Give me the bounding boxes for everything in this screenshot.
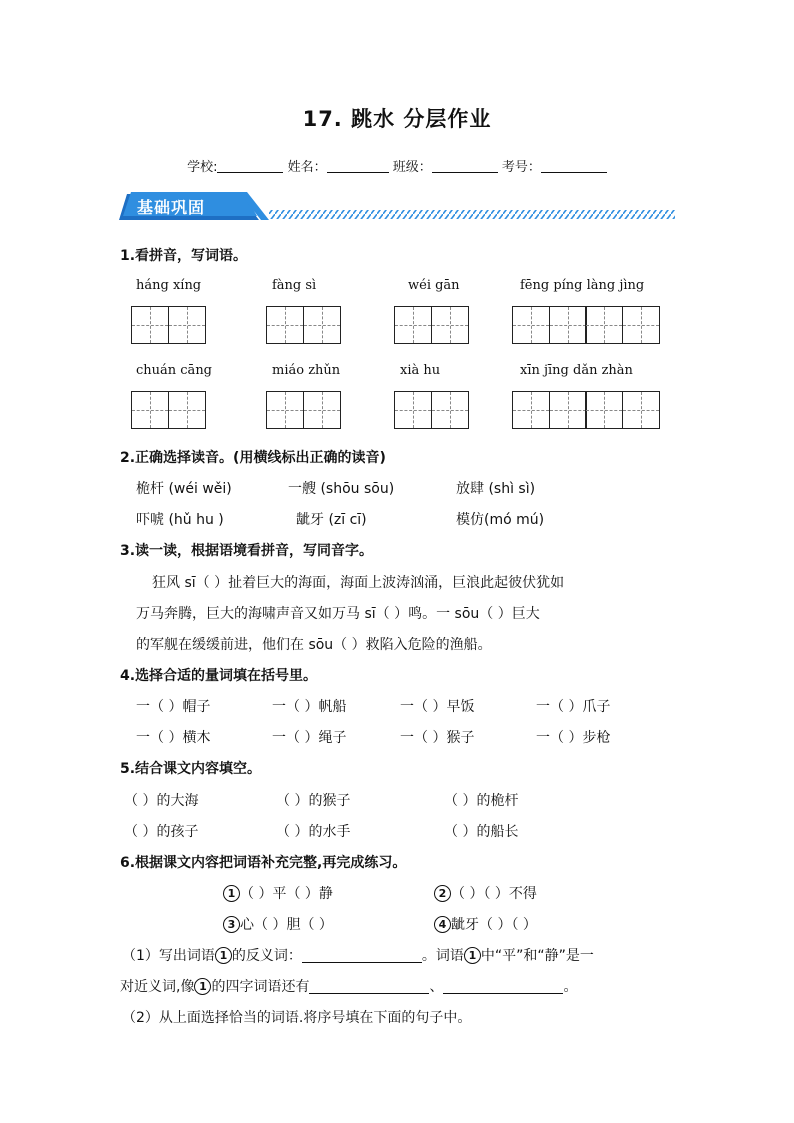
q2-title: 2.正确选择读音。(用横线标出正确的读音) [120, 450, 386, 466]
name-blank[interactable] [327, 159, 389, 173]
measure-word-item[interactable]: 一（ ）步枪 [536, 730, 611, 746]
fill-item[interactable]: （ ）的桅杆 [444, 793, 519, 809]
idiom-text: （ ）平（ ）静 [240, 886, 333, 902]
student-info [0, 156, 794, 175]
section-label: 基础巩固 [137, 198, 206, 217]
measure-word-item[interactable]: 一（ ）猴子 [400, 730, 475, 746]
measure-word-item[interactable]: 一（ ）早饭 [400, 699, 475, 715]
measure-word-item[interactable]: 一（ ）帽子 [136, 699, 211, 715]
q3-title: 3.读一读，根据语境看拼音，写同音字。 [120, 543, 374, 559]
exam-no-blank[interactable] [541, 159, 607, 173]
writing-grid[interactable] [266, 391, 341, 429]
fill-item[interactable]: （ ）的船长 [444, 824, 519, 840]
pinyin: chuán cāng [136, 363, 213, 378]
pinyin: miáo zhǔn [272, 363, 341, 378]
name-label: 姓名： [287, 160, 327, 175]
reading-choice[interactable]: 桅杆 (wéi wěi) [136, 481, 232, 497]
writing-grid[interactable] [266, 306, 341, 344]
reading-choice[interactable]: 放肆 (shì sì) [456, 481, 536, 497]
writing-grid[interactable] [394, 306, 469, 344]
circled-number: 3 [223, 916, 240, 933]
idiom-item[interactable] [223, 914, 333, 934]
sub-question-1-line2: 对近义词,像 1 的四字词语还有 、 。 [120, 979, 578, 995]
idiom-item[interactable] [223, 883, 333, 903]
school-blank[interactable] [217, 159, 283, 173]
idiom-text: 心（ ）胆（ ） [240, 917, 333, 933]
school-label: 学校: [187, 160, 218, 175]
q1-title: 1.看拼音，写词语。 [120, 248, 248, 264]
sub-question-2: （2）从上面选择恰当的词语.将序号填在下面的句子中。 [122, 1010, 472, 1026]
pinyin: wéi gān [408, 278, 460, 293]
passage-line: 狂风 sī（ ）扯着巨大的海面，海面上波涛汹涌，巨浪此起彼伏犹如 [152, 575, 565, 591]
fill-item[interactable]: （ ）的大海 [124, 793, 199, 809]
answer-blank[interactable] [309, 979, 429, 994]
idiom-text: 龇牙（ ）（ ） [451, 917, 537, 933]
writing-grid[interactable] [131, 391, 206, 429]
measure-word-item[interactable]: 一（ ）横木 [136, 730, 211, 746]
circled-number: 1 [464, 947, 481, 964]
reading-choice[interactable]: 龇牙 (zī cī) [296, 512, 367, 528]
exam-no-label: 考号： [501, 160, 541, 175]
reading-choice[interactable]: 吓唬 (hǔ hu ) [136, 512, 224, 528]
pinyin: fēng píng làng jìng [520, 278, 645, 293]
fill-item[interactable]: （ ）的猴子 [276, 793, 351, 809]
passage-line: 万马奔腾，巨大的海啸声音又如万马 sī（ ）鸣。一 sōu（ ）巨大 [136, 606, 540, 622]
pinyin: háng xíng [136, 278, 202, 293]
measure-word-item[interactable]: 一（ ）绳子 [272, 730, 347, 746]
circled-number: 1 [194, 978, 211, 995]
sub-question-1-line1: （1）写出词语 1 的反义词： 。词语 1 中“平”和“静”是一 [122, 948, 594, 964]
writing-grid[interactable] [512, 306, 660, 344]
q5-title: 5.结合课文内容填空。 [120, 761, 262, 777]
pinyin: fàng sì [272, 278, 317, 293]
section-banner [119, 190, 675, 224]
answer-blank[interactable] [443, 979, 563, 994]
idiom-item[interactable] [434, 883, 537, 903]
fill-item[interactable]: （ ）的孩子 [124, 824, 199, 840]
class-blank[interactable] [432, 159, 498, 173]
measure-word-item[interactable]: 一（ ）爪子 [536, 699, 611, 715]
writing-grid[interactable] [512, 391, 660, 429]
passage-line: 的军舰在缓缓前进，他们在 sōu（ ）救陷入危险的渔船。 [136, 637, 492, 653]
reading-choice[interactable]: 一艘 (shōu sōu) [288, 481, 395, 497]
pinyin: xià hu [400, 363, 441, 378]
reading-choice[interactable]: 模仿(mó mú) [456, 512, 545, 528]
class-label: 班级： [392, 160, 432, 175]
page-title: 17. 跳水 分层作业 [302, 107, 492, 131]
q4-title: 4.选择合适的量词填在括号里。 [120, 668, 318, 684]
idiom-item[interactable] [434, 914, 537, 934]
answer-blank[interactable] [302, 948, 422, 963]
measure-word-item[interactable]: 一（ ）帆船 [272, 699, 347, 715]
pinyin: xīn jīng dǎn zhàn [520, 363, 633, 378]
circled-number: 1 [215, 947, 232, 964]
circled-number: 2 [434, 885, 451, 902]
idiom-text: （ ）（ ）不得 [451, 886, 537, 902]
circled-number: 1 [223, 885, 240, 902]
circled-number: 4 [434, 916, 451, 933]
writing-grid[interactable] [394, 391, 469, 429]
fill-item[interactable]: （ ）的水手 [276, 824, 351, 840]
writing-grid[interactable] [131, 306, 206, 344]
q6-title: 6.根据课文内容把词语补充完整,再完成练习。 [120, 855, 407, 871]
